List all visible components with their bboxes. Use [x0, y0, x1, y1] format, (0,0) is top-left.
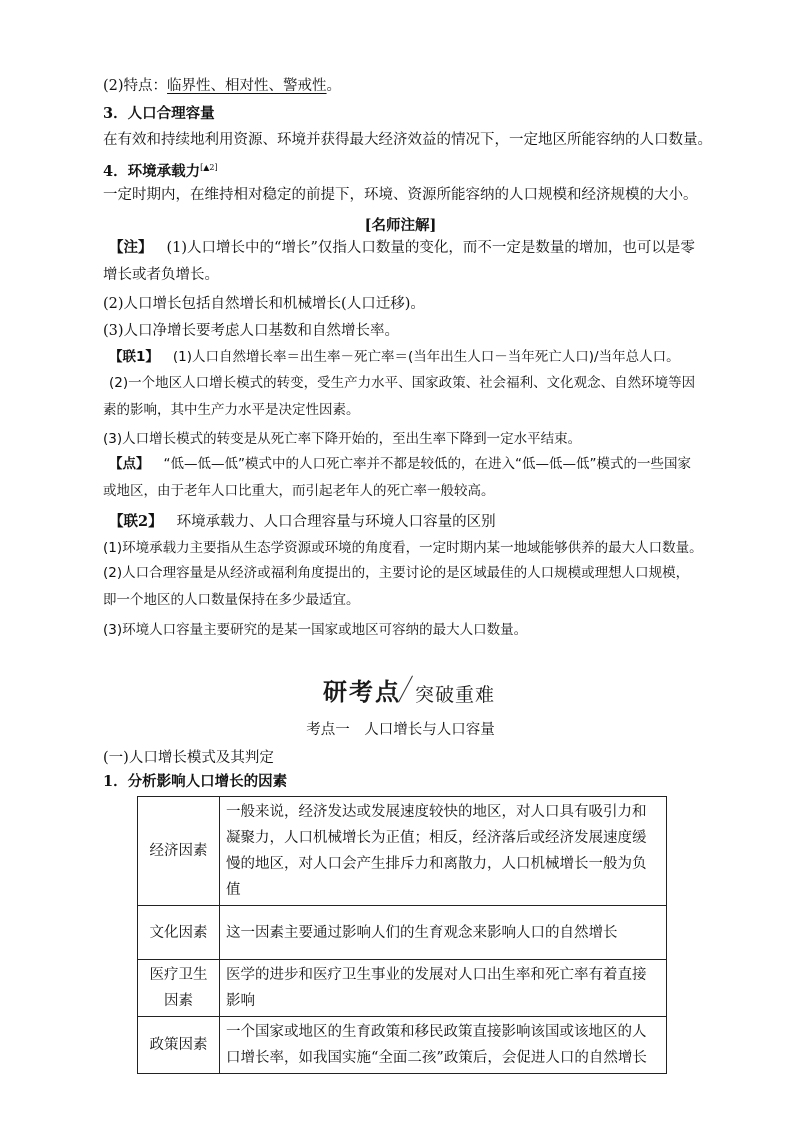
heading-carrying-capacity	[103, 158, 703, 182]
factors-table	[137, 796, 667, 1074]
link2-paragraph-2: (2)人口合理容量是从经济或福利角度提出的，主要讨论的是区域最佳的人口规模或理想人口规模，即一个地区的人口数量保持在多少最适宜。	[103, 565, 690, 608]
factor-cell: 文化因素	[138, 906, 220, 960]
section-banner	[323, 672, 513, 708]
heading-reasonable-capacity: 3．人口合理容量	[103, 105, 215, 122]
factor-description: 医学的进步和医疗卫生事业的发展对人口出生率和死亡率有着直接影响	[220, 960, 667, 1017]
link1-paragraph-3: (3)人口增长模式的转变是从死亡率下降开始的，至出生率下降到一定水平结束。	[103, 431, 582, 447]
heading-carrying-capacity-text: 4．环境承载力	[103, 162, 201, 180]
subheading-model: (一)人口增长模式及其判定	[103, 750, 274, 766]
note-tag: 【注】	[109, 239, 153, 256]
definition-carrying-capacity: 一定时期内，在维持相对稳定的前提下，环境、资源所能容纳的人口规模和经济规模的大小。	[103, 187, 698, 203]
factor-description: 这一因素主要通过影响人们的生育观念来影响人口的自然增长	[220, 906, 667, 960]
link2-title: 环境承载力、人口合理容量与环境人口容量的区别	[176, 514, 496, 530]
table-row	[138, 1017, 667, 1074]
banner-right-text: 突破重难	[415, 684, 496, 706]
factor-description: 一个国家或地区的生育政策和移民政策直接影响该国或该地区的人口增长率，如我国实施“全面二孩”政策后，会促进人口的自然增长	[220, 1017, 667, 1074]
subheading-factors: 1．分析影响人口增长的因素	[103, 773, 288, 790]
factor-cell: 医疗卫生因素	[138, 960, 220, 1017]
link2-heading	[103, 512, 703, 532]
link1-tag: 【联1】	[109, 349, 159, 365]
factor-cell: 经济因素	[138, 797, 220, 906]
feature-label: (2)特点：	[103, 78, 168, 94]
table-row	[138, 797, 667, 906]
note-paragraph-2: (2)人口增长包括自然增长和机械增长(人口迁移)。	[103, 296, 425, 312]
definition-reasonable-capacity: 在有效和持续地利用资源、环境并获得最大经济效益的情况下，一定地区所能容纳的人口数量。	[103, 132, 712, 148]
note-paragraph-1	[103, 234, 698, 289]
point-paragraph	[103, 451, 698, 505]
table-row	[138, 960, 667, 1017]
link1-paragraph-1	[103, 347, 703, 367]
link1-paragraph-2: (2)一个地区人口增长模式的转变，受生产力水平、国家政策、社会福利、文化观念、自然环境等因素的影响，其中生产力水平是决定性因素。	[103, 375, 696, 418]
table-row	[138, 906, 667, 960]
kaodian-title: 考点一 人口增长与人口容量	[306, 722, 495, 738]
banner-left-text: 研考点	[323, 678, 401, 706]
note-paragraph-3: (3)人口净增长要考虑人口基数和自然增长率。	[103, 323, 400, 339]
feature-line	[103, 76, 703, 96]
section-notes-title: [名师注解]	[364, 217, 437, 234]
point-text: “低—低—低”模式中的人口死亡率并不都是较低的，在进入“低—低—低”模式的一些国家或地区，由于老年人口比重大，而引起老年人的死亡率一般较高。	[103, 456, 691, 499]
link2-paragraph-1: (1)环境承载力主要指从生态学资源或环境的角度看，一定时期内某一地域能够供养的最大人口数量。	[103, 540, 703, 556]
link2-tag: 【联2】	[109, 513, 163, 530]
note-text-1: (1)人口增长中的“增长”仅指人口数量的变化，而不一定是数量的增加，也可以是零增长或者负增长。	[103, 240, 695, 283]
feature-underlined-text: 临界性、相对性、警戒性	[167, 78, 327, 94]
factor-cell: 政策因素	[138, 1017, 220, 1074]
feature-period: 。	[326, 78, 342, 94]
link2-paragraph-3: (3)环境人口容量主要研究的是某一国家或地区可容纳的最大人口数量。	[103, 622, 528, 638]
annotation-marker: [▲2]	[200, 163, 218, 172]
point-tag: 【点】	[109, 456, 150, 472]
link1-text-1: (1)人口自然增长率＝出生率－死亡率＝(当年出生人口－当年死亡人口)/当年总人口。	[172, 349, 680, 365]
factor-description: 一般来说，经济发达或发展速度较快的地区，对人口具有吸引力和凝聚力，人口机械增长为正值；相反，经济落后或经济发展速度缓慢的地区，对人口会产生排斥力和离散力，人口机械增长一般为负值	[220, 797, 667, 906]
